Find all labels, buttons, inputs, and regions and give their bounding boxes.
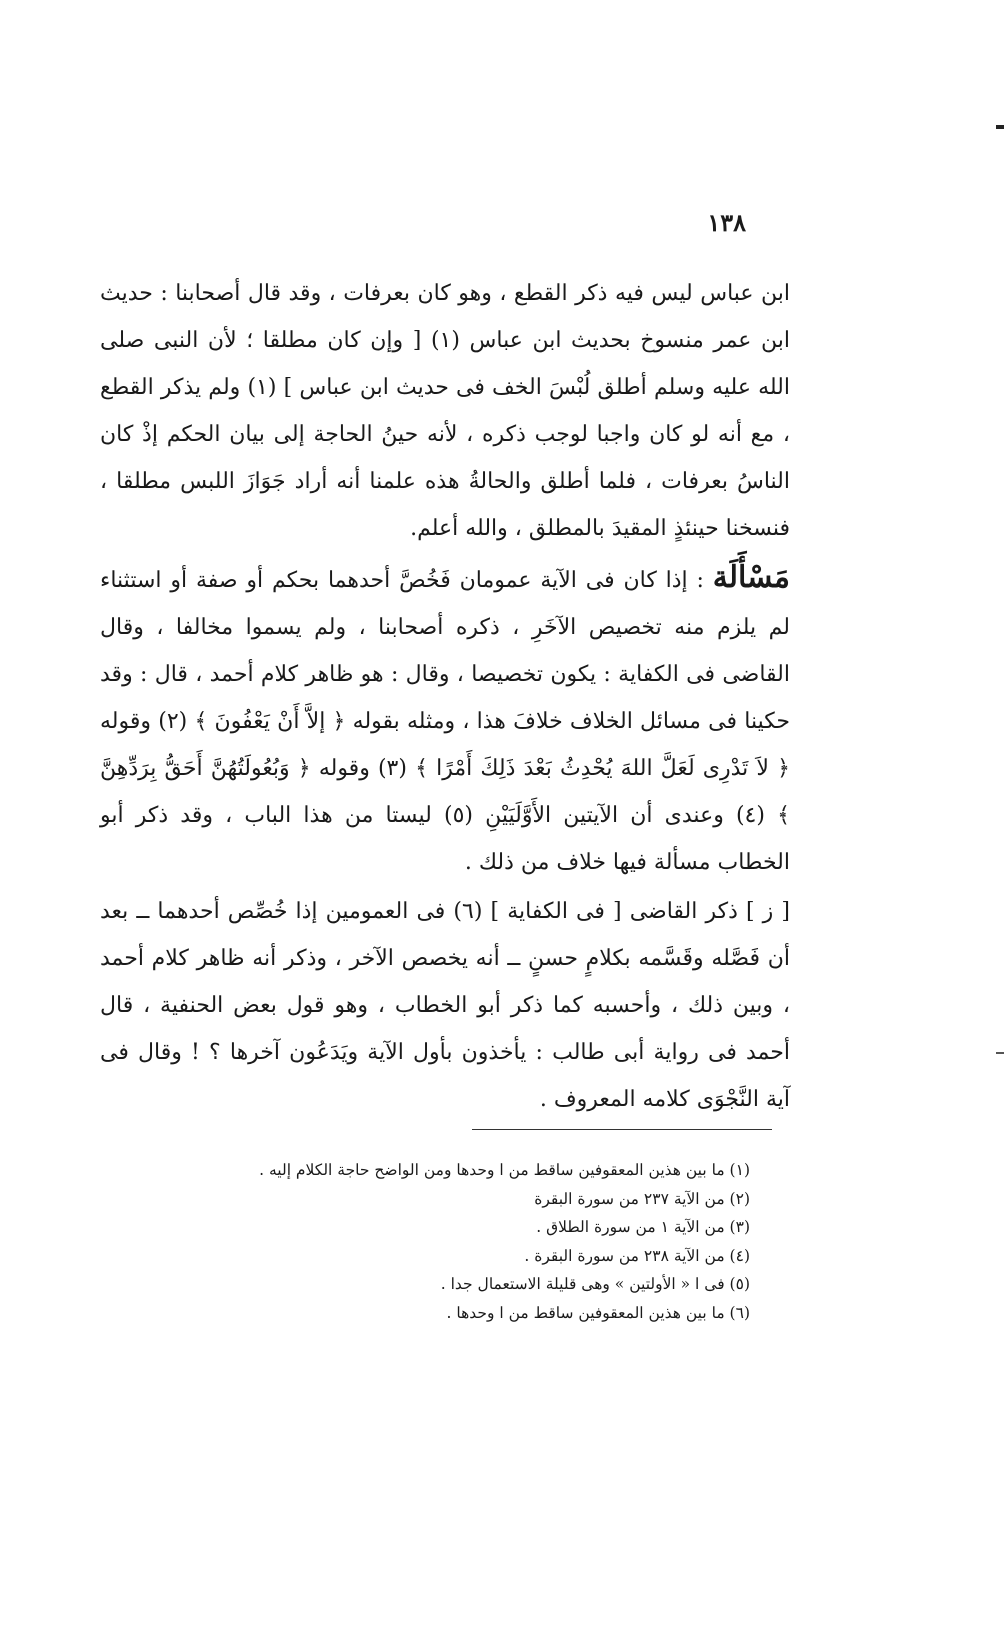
section-heading: مَسْأَلَة	[712, 560, 790, 595]
footnote-5: (٥) فى ا « الأولتين » وهى قليلة الاستعمال جدا .	[440, 1275, 750, 1293]
footnotes	[150, 1156, 750, 1327]
margin-mark	[996, 1052, 1004, 1054]
page-number: ١٣٨	[707, 208, 746, 237]
footnote-divider	[472, 1129, 772, 1130]
main-text	[100, 270, 790, 1123]
paragraph-2-text: : إذا كان فى الآية عمومان فَخُصَّ أحدهما بحكم أو صفة أو استثناء لم يلزم منه تخصيص الآخَرِ ، ذكره أصحابنا ، ولم يسموا مخالفا ، وقال القاضى فى الكفاية : يكون تخصيصا ، وقال : هو ظاهر كلام أحمد ، قال : وقد حكينا فى مسائل الخلاف خلافَ هذا ، ومثله بقوله ﴿ إلاَّ أَنْ يَعْفُونَ ﴾ (٢) وقوله ﴿ لاَ تَدْرِى لَعَلَّ اللهَ يُحْدِثُ بَعْدَ ذَلِكَ أَمْرًا ﴾ (٣) وقوله ﴿ وَبُعُولَتُهُنَّ أَحَقُّ بِرَدِّهِنَّ ﴾ (٤) وعندى أن الآيتين الأَوَّلَيَيْنِ (٥) ليستا من هذا الباب ، وقد ذكر أبو الخطاب مسألة فيها خلاف من ذلك .	[100, 568, 790, 875]
paragraph-3: [ ز ] ذكر القاضى [ فى الكفاية ] (٦) فى العمومين إذا خُصِّص أحدهما ــ بعد أن فَصَّله وقَسَّمه بكلامٍ حسنٍ ــ أنه يخصص الآخر ، وذكر أنه ظاهر كلام أحمد ، وبين ذلك ، وأحسبه كما ذكر أبو الخطاب ، وهو قول بعض الحنفية ، قال أحمد فى رواية أبى طالب : يأخذون بأول الآية ويَدَعُون آخرها ؟ ! وقال فى آية النَّجْوَى كلامه المعروف .	[100, 899, 791, 1112]
paragraph-2	[100, 554, 790, 886]
footnote-3: (٣) من الآية ١ من سورة الطلاق .	[536, 1218, 750, 1236]
footnote-4: (٤) من الآية ٢٣٨ من سورة البقرة .	[524, 1246, 750, 1265]
paragraph-1: ابن عباس ليس فيه ذكر القطع ، وهو كان بعرفات ، وقد قال أصحابنا : حديث ابن عمر منسوخ بحديث ابن عباس (١) [ وإن كان مطلقا ؛ لأن النبى صلى الله عليه وسلم أطلق لُبْسَ الخف فى حديث ابن عباس ] (١) ولم يذكر القطع ، مع أنه لو كان واجبا لوجب ذكره ، لأنه حينُ الحاجة إلى بيان الحكم إذْ كان الناسُ بعرفات ، فلما أطلق والحالةُ هذه علمنا أنه أراد جَوَازَ اللبس مطلقا ، فنسخنا حينئذٍ المقيدَ بالمطلق ، والله أعلم.	[100, 281, 791, 541]
margin-mark	[996, 125, 1004, 129]
footnote-6: (٦) ما بين هذين المعقوفين ساقط من ا وحدها .	[446, 1303, 750, 1322]
footnote-2: (٢) من الآية ٢٣٧ من سورة البقرة	[534, 1189, 750, 1208]
footnote-1: (١) ما بين هذين المعقوفين ساقط من ا وحدها ومن الواضح حاجة الكلام إليه .	[259, 1161, 750, 1179]
